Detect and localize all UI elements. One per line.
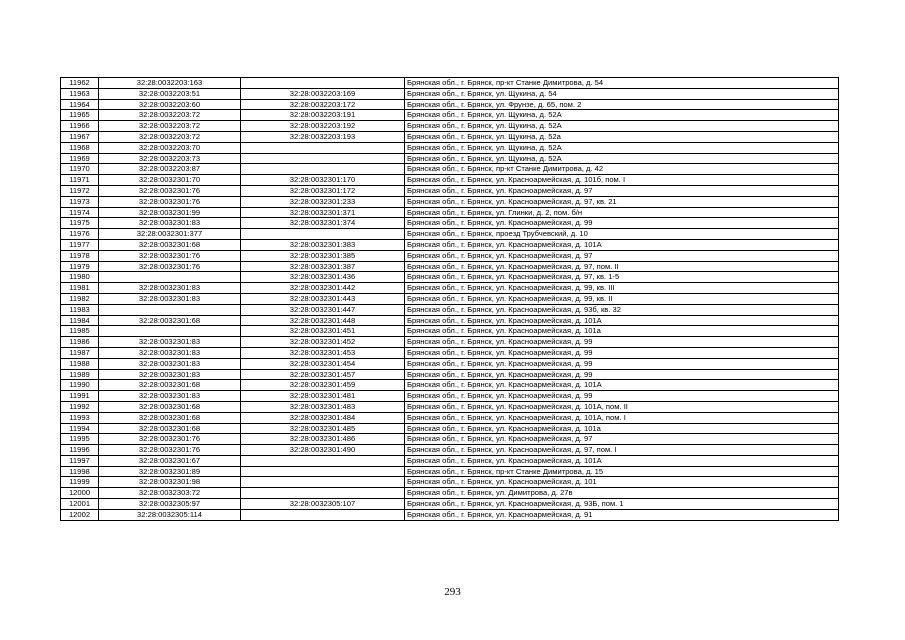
address-cell: Брянская обл., г. Брянск, ул. Красноармейская, д. 99, кв. II — [405, 293, 839, 304]
document-page — [60, 77, 838, 521]
building-cadastral-cell: 32:28:0032301:485 — [241, 423, 405, 434]
row-number-cell: 11977 — [61, 239, 99, 250]
building-cadastral-cell: 32:28:0032301:447 — [241, 304, 405, 315]
building-cadastral-cell: 32:28:0032301:387 — [241, 261, 405, 272]
table-row — [61, 412, 839, 423]
building-cadastral-cell — [241, 488, 405, 499]
row-number-cell: 11991 — [61, 391, 99, 402]
building-cadastral-cell: 32:28:0032301:442 — [241, 283, 405, 294]
address-cell: Брянская обл., г. Брянск, ул. Красноармейская, д. 91 — [405, 509, 839, 520]
land-cadastral-cell: 32:28:0032301:83 — [99, 293, 241, 304]
address-cell: Брянская обл., г. Брянск, ул. Щукина, д. 54 — [405, 88, 839, 99]
land-cadastral-cell: 32:28:0032301:83 — [99, 337, 241, 348]
land-cadastral-cell: 32:28:0032301:70 — [99, 175, 241, 186]
address-cell: Брянская обл., г. Брянск, пр-кт Станке Димитрова, д. 54 — [405, 78, 839, 89]
table-row — [61, 164, 839, 175]
land-cadastral-cell: 32:28:0032203:51 — [99, 88, 241, 99]
row-number-cell: 11995 — [61, 434, 99, 445]
row-number-cell: 11983 — [61, 304, 99, 315]
table-row — [61, 380, 839, 391]
row-number-cell: 12001 — [61, 499, 99, 510]
land-cadastral-cell: 32:28:0032203:163 — [99, 78, 241, 89]
land-cadastral-cell: 32:28:0032301:68 — [99, 380, 241, 391]
building-cadastral-cell: 32:28:0032301:233 — [241, 196, 405, 207]
address-cell: Брянская обл., г. Брянск, ул. Красноармейская, д. 99, кв. III — [405, 283, 839, 294]
address-cell: Брянская обл., г. Брянск, ул. Щукина, д. 52А — [405, 110, 839, 121]
table-row — [61, 488, 839, 499]
row-number-cell: 11969 — [61, 153, 99, 164]
address-cell: Брянская обл., г. Брянск, ул. Красноармейская, д. 101а — [405, 423, 839, 434]
table-row — [61, 142, 839, 153]
table-row — [61, 78, 839, 89]
row-number-cell: 11981 — [61, 283, 99, 294]
building-cadastral-cell: 32:28:0032203:193 — [241, 131, 405, 142]
table-row — [61, 99, 839, 110]
address-cell: Брянская обл., г. Брянск, ул. Красноармейская, д. 97, пом. II — [405, 261, 839, 272]
land-cadastral-cell: 32:28:0032301:83 — [99, 283, 241, 294]
row-number-cell: 11994 — [61, 423, 99, 434]
building-cadastral-cell: 32:28:0032301:453 — [241, 347, 405, 358]
table-row — [61, 401, 839, 412]
table-row — [61, 175, 839, 186]
address-cell: Брянская обл., г. Брянск, пр-кт Станке Димитрова, д. 15 — [405, 466, 839, 477]
row-number-cell: 11971 — [61, 175, 99, 186]
table-row — [61, 293, 839, 304]
land-cadastral-cell: 32:28:0032301:68 — [99, 239, 241, 250]
row-number-cell: 11972 — [61, 185, 99, 196]
building-cadastral-cell: 32:28:0032301:490 — [241, 445, 405, 456]
building-cadastral-cell: 32:28:0032301:385 — [241, 250, 405, 261]
land-cadastral-cell: 32:28:0032301:83 — [99, 391, 241, 402]
address-cell: Брянская обл., г. Брянск, проезд Трубчевский, д. 10 — [405, 229, 839, 240]
row-number-cell: 11964 — [61, 99, 99, 110]
row-number-cell: 11996 — [61, 445, 99, 456]
row-number-cell: 11990 — [61, 380, 99, 391]
land-cadastral-cell: 32:28:0032301:83 — [99, 347, 241, 358]
address-cell: Брянская обл., г. Брянск, ул. Глинки, д. 2, пом. б/н — [405, 207, 839, 218]
building-cadastral-cell: 32:28:0032301:172 — [241, 185, 405, 196]
address-cell: Брянская обл., г. Брянск, ул. Красноармейская, д. 93Б, пом. 1 — [405, 499, 839, 510]
address-cell: Брянская обл., г. Брянск, ул. Красноармейская, д. 97 — [405, 185, 839, 196]
address-cell: Брянская обл., г. Брянск, ул. Красноармейская, д. 101А — [405, 455, 839, 466]
land-cadastral-cell: 32:28:0032203:60 — [99, 99, 241, 110]
land-cadastral-cell: 32:28:0032301:83 — [99, 369, 241, 380]
table-row — [61, 391, 839, 402]
building-cadastral-cell: 32:28:0032301:374 — [241, 218, 405, 229]
land-cadastral-cell: 32:28:0032301:76 — [99, 261, 241, 272]
address-cell: Брянская обл., г. Брянск, ул. Щукина, д. 52А — [405, 153, 839, 164]
land-cadastral-cell: 32:28:0032301:76 — [99, 250, 241, 261]
row-number-cell: 11992 — [61, 401, 99, 412]
address-cell: Брянская обл., г. Брянск, ул. Красноармейская, д. 101 — [405, 477, 839, 488]
table-row — [61, 499, 839, 510]
land-cadastral-cell — [99, 304, 241, 315]
table-row — [61, 110, 839, 121]
land-cadastral-cell: 32:28:0032305:114 — [99, 509, 241, 520]
row-number-cell: 11976 — [61, 229, 99, 240]
building-cadastral-cell: 32:28:0032301:486 — [241, 434, 405, 445]
table-row — [61, 218, 839, 229]
table-row — [61, 283, 839, 294]
building-cadastral-cell — [241, 477, 405, 488]
row-number-cell: 11970 — [61, 164, 99, 175]
building-cadastral-cell — [241, 78, 405, 89]
table-row — [61, 261, 839, 272]
row-number-cell: 11962 — [61, 78, 99, 89]
cadastral-table — [60, 77, 839, 521]
building-cadastral-cell: 32:28:0032305:107 — [241, 499, 405, 510]
table-row — [61, 304, 839, 315]
address-cell: Брянская обл., г. Брянск, ул. Красноармейская, д. 101А, пом. II — [405, 401, 839, 412]
land-cadastral-cell — [99, 326, 241, 337]
table-row — [61, 196, 839, 207]
address-cell: Брянская обл., г. Брянск, ул. Красноармейская, д. 101б, пом. I — [405, 175, 839, 186]
row-number-cell: 11984 — [61, 315, 99, 326]
table-row — [61, 315, 839, 326]
page-number: 293 — [444, 586, 461, 598]
address-cell: Брянская обл., г. Брянск, ул. Красноармейская, д. 97 — [405, 434, 839, 445]
table-row — [61, 509, 839, 520]
building-cadastral-cell: 32:28:0032301:457 — [241, 369, 405, 380]
table-row — [61, 131, 839, 142]
row-number-cell: 11974 — [61, 207, 99, 218]
address-cell: Брянская обл., г. Брянск, ул. Красноармейская, д. 99 — [405, 218, 839, 229]
table-row — [61, 326, 839, 337]
row-number-cell: 11963 — [61, 88, 99, 99]
table-row — [61, 445, 839, 456]
address-cell: Брянская обл., г. Брянск, ул. Красноармейская, д. 99 — [405, 369, 839, 380]
land-cadastral-cell: 32:28:0032301:67 — [99, 455, 241, 466]
row-number-cell: 11975 — [61, 218, 99, 229]
land-cadastral-cell: 32:28:0032301:99 — [99, 207, 241, 218]
row-number-cell: 11998 — [61, 466, 99, 477]
table-row — [61, 337, 839, 348]
address-cell: Брянская обл., г. Брянск, ул. Красноармейская, д. 99 — [405, 347, 839, 358]
table-row — [61, 153, 839, 164]
row-number-cell: 12000 — [61, 488, 99, 499]
row-number-cell: 11965 — [61, 110, 99, 121]
address-cell: Брянская обл., г. Брянск, ул. Фрунзе, д. 65, пом. 2 — [405, 99, 839, 110]
row-number-cell: 11985 — [61, 326, 99, 337]
address-cell: Брянская обл., г. Брянск, ул. Красноармейская, д. 99 — [405, 391, 839, 402]
building-cadastral-cell: 32:28:0032301:371 — [241, 207, 405, 218]
land-cadastral-cell: 32:28:0032301:76 — [99, 434, 241, 445]
table-row — [61, 88, 839, 99]
land-cadastral-cell: 32:28:0032301:76 — [99, 185, 241, 196]
land-cadastral-cell: 32:28:0032301:68 — [99, 412, 241, 423]
land-cadastral-cell: 32:28:0032301:68 — [99, 315, 241, 326]
table-row — [61, 423, 839, 434]
building-cadastral-cell: 32:28:0032301:448 — [241, 315, 405, 326]
building-cadastral-cell: 32:28:0032203:191 — [241, 110, 405, 121]
land-cadastral-cell: 32:28:0032303:72 — [99, 488, 241, 499]
table-row — [61, 347, 839, 358]
land-cadastral-cell: 32:28:0032301:76 — [99, 445, 241, 456]
land-cadastral-cell: 32:28:0032301:98 — [99, 477, 241, 488]
building-cadastral-cell — [241, 466, 405, 477]
table-row — [61, 121, 839, 132]
table-body — [61, 78, 839, 521]
table-row — [61, 369, 839, 380]
building-cadastral-cell: 32:28:0032301:481 — [241, 391, 405, 402]
row-number-cell: 11993 — [61, 412, 99, 423]
building-cadastral-cell: 32:28:0032301:483 — [241, 401, 405, 412]
address-cell: Брянская обл., г. Брянск, ул. Красноармейская, д. 97, кв. 1-5 — [405, 272, 839, 283]
table-row — [61, 239, 839, 250]
row-number-cell: 11967 — [61, 131, 99, 142]
building-cadastral-cell: 32:28:0032203:172 — [241, 99, 405, 110]
land-cadastral-cell: 32:28:0032203:73 — [99, 153, 241, 164]
building-cadastral-cell: 32:28:0032301:451 — [241, 326, 405, 337]
row-number-cell: 12002 — [61, 509, 99, 520]
address-cell: Брянская обл., г. Брянск, ул. Красноармейская, д. 101А — [405, 239, 839, 250]
address-cell: Брянская обл., г. Брянск, ул. Красноармейская, д. 97, пом. I — [405, 445, 839, 456]
table-row — [61, 272, 839, 283]
row-number-cell: 11997 — [61, 455, 99, 466]
table-row — [61, 466, 839, 477]
building-cadastral-cell — [241, 229, 405, 240]
table-row — [61, 358, 839, 369]
address-cell: Брянская обл., г. Брянск, ул. Красноармейская, д. 99 — [405, 358, 839, 369]
land-cadastral-cell: 32:28:0032301:89 — [99, 466, 241, 477]
table-row — [61, 250, 839, 261]
building-cadastral-cell: 32:28:0032301:170 — [241, 175, 405, 186]
land-cadastral-cell: 32:28:0032305:97 — [99, 499, 241, 510]
row-number-cell: 11973 — [61, 196, 99, 207]
row-number-cell: 11989 — [61, 369, 99, 380]
address-cell: Брянская обл., г. Брянск, ул. Красноармейская, д. 99 — [405, 337, 839, 348]
land-cadastral-cell: 32:28:0032203:72 — [99, 110, 241, 121]
row-number-cell: 11988 — [61, 358, 99, 369]
land-cadastral-cell: 32:28:0032203:87 — [99, 164, 241, 175]
address-cell: Брянская обл., г. Брянск, ул. Щукина, д. 52А — [405, 142, 839, 153]
table-row — [61, 185, 839, 196]
building-cadastral-cell: 32:28:0032301:452 — [241, 337, 405, 348]
land-cadastral-cell: 32:28:0032301:83 — [99, 358, 241, 369]
land-cadastral-cell: 32:28:0032301:76 — [99, 196, 241, 207]
building-cadastral-cell: 32:28:0032203:192 — [241, 121, 405, 132]
table-row — [61, 455, 839, 466]
land-cadastral-cell — [99, 272, 241, 283]
row-number-cell: 11966 — [61, 121, 99, 132]
address-cell: Брянская обл., г. Брянск, ул. Красноармейская, д. 101А, пом. I — [405, 412, 839, 423]
building-cadastral-cell: 32:28:0032301:443 — [241, 293, 405, 304]
table-row — [61, 229, 839, 240]
row-number-cell: 11979 — [61, 261, 99, 272]
land-cadastral-cell: 32:28:0032203:70 — [99, 142, 241, 153]
table-row — [61, 434, 839, 445]
row-number-cell: 11982 — [61, 293, 99, 304]
land-cadastral-cell: 32:28:0032203:72 — [99, 131, 241, 142]
address-cell: Брянская обл., г. Брянск, ул. Красноармейская, д. 97, кв. 21 — [405, 196, 839, 207]
building-cadastral-cell — [241, 164, 405, 175]
address-cell: Брянская обл., г. Брянск, пр-кт Станке Димитрова, д. 42 — [405, 164, 839, 175]
row-number-cell: 11987 — [61, 347, 99, 358]
building-cadastral-cell: 32:28:0032301:459 — [241, 380, 405, 391]
row-number-cell: 11999 — [61, 477, 99, 488]
row-number-cell: 11968 — [61, 142, 99, 153]
address-cell: Брянская обл., г. Брянск, ул. Красноармейская, д. 101А — [405, 380, 839, 391]
land-cadastral-cell: 32:28:0032203:72 — [99, 121, 241, 132]
table-row — [61, 477, 839, 488]
building-cadastral-cell: 32:28:0032301:484 — [241, 412, 405, 423]
table-row — [61, 207, 839, 218]
address-cell: Брянская обл., г. Брянск, ул. Щукина, д. 52а — [405, 131, 839, 142]
row-number-cell: 11978 — [61, 250, 99, 261]
building-cadastral-cell — [241, 455, 405, 466]
building-cadastral-cell — [241, 509, 405, 520]
address-cell: Брянская обл., г. Брянск, ул. Щукина, д. 52А — [405, 121, 839, 132]
address-cell: Брянская обл., г. Брянск, ул. Красноармейская, д. 101а — [405, 326, 839, 337]
address-cell: Брянская обл., г. Брянск, ул. Красноармейская, д. 97 — [405, 250, 839, 261]
land-cadastral-cell: 32:28:0032301:68 — [99, 401, 241, 412]
land-cadastral-cell: 32:28:0032301:83 — [99, 218, 241, 229]
row-number-cell: 11980 — [61, 272, 99, 283]
building-cadastral-cell: 32:28:0032301:454 — [241, 358, 405, 369]
building-cadastral-cell: 32:28:0032203:169 — [241, 88, 405, 99]
land-cadastral-cell: 32:28:0032301:377 — [99, 229, 241, 240]
address-cell: Брянская обл., г. Брянск, ул. Красноармейская, д. 93б, кв. 32 — [405, 304, 839, 315]
building-cadastral-cell: 32:28:0032301:436 — [241, 272, 405, 283]
row-number-cell: 11986 — [61, 337, 99, 348]
land-cadastral-cell: 32:28:0032301:68 — [99, 423, 241, 434]
building-cadastral-cell — [241, 142, 405, 153]
address-cell: Брянская обл., г. Брянск, ул. Димитрова, д. 27в — [405, 488, 839, 499]
address-cell: Брянская обл., г. Брянск, ул. Красноармейская, д. 101А — [405, 315, 839, 326]
building-cadastral-cell: 32:28:0032301:383 — [241, 239, 405, 250]
building-cadastral-cell — [241, 153, 405, 164]
